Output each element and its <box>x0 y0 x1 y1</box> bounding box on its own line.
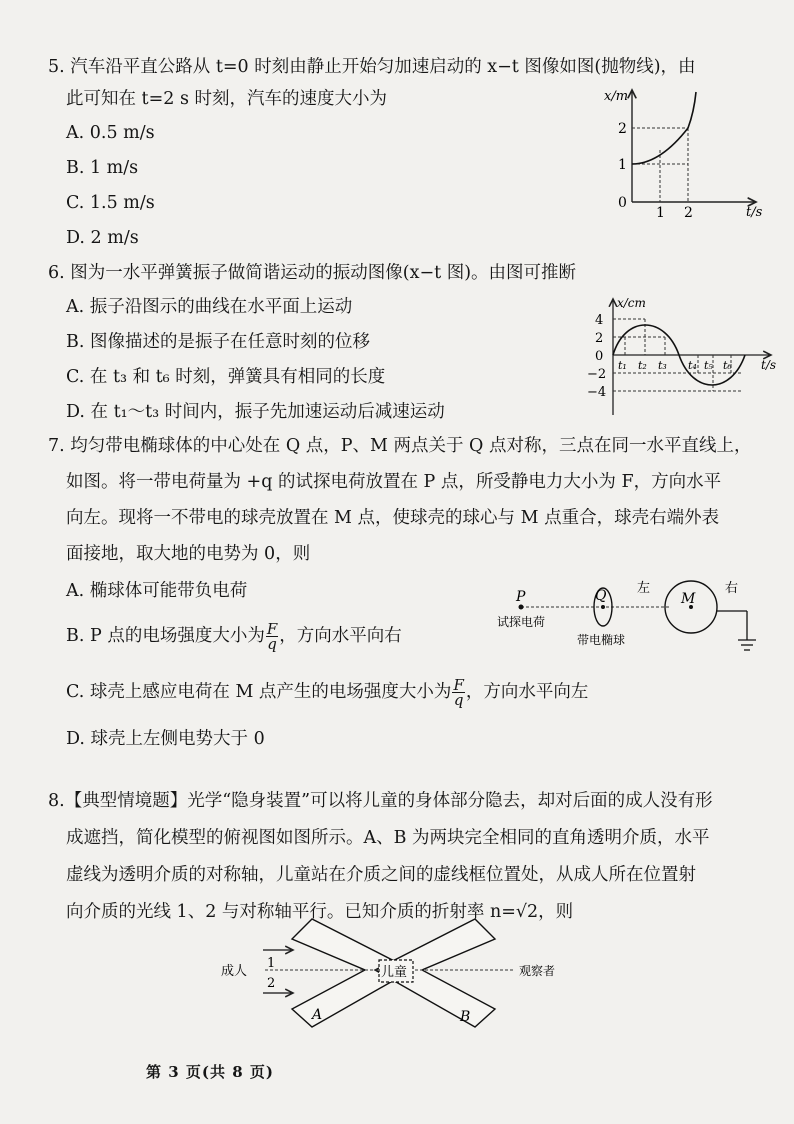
q7-option-b-post: ，方向水平向右 <box>279 626 402 646</box>
q7-point-q <box>601 605 605 609</box>
q8-label-adult: 成人 <box>221 964 248 979</box>
q8-line-3: 虚线为透明介质的对称轴，儿童站在介质之间的虚线框位置处，从成人所在位置射 <box>66 865 696 885</box>
q5-origin: 0 <box>618 195 627 211</box>
q7-line-2: 如图。将一带电荷量为 +q 的试探电荷放置在 P 点，所受静电力大小为 F，方向水平 <box>66 472 722 492</box>
q5-option-d: D. 2 m/s <box>66 228 139 248</box>
q6-origin: 0 <box>595 349 604 364</box>
q6-x-tick-t3: t₃ <box>658 359 667 372</box>
q5-x-tick-2: 2 <box>684 205 693 221</box>
q6-x-tick-t5: t₅ <box>704 359 713 372</box>
q5-line-1: 5. 汽车沿平直公路从 t=0 时刻由静止开始匀加速启动的 x−t 图像如图(抛物线)，由 <box>48 57 696 77</box>
q6-x-tick-t1: t₁ <box>618 359 627 372</box>
q7-line-3: 向左。现将一不带电的球壳放置在 M 点，使球壳的球心与 M 点重合，球壳右端外表 <box>66 508 720 528</box>
q7-option-d: D. 球壳上左侧电势大于 0 <box>66 729 265 749</box>
q5-x-label: t/s <box>746 205 763 220</box>
q7-point-p <box>519 605 524 610</box>
q7-option-b-frac-num: F <box>266 620 278 638</box>
q8-line-2: 成遮挡，简化模型的俯视图如图所示。A、B 为两块完全相同的直角透明介质，水平 <box>66 828 710 848</box>
q5-line-2: 此可知在 t=2 s 时刻，汽车的速度大小为 <box>66 89 387 109</box>
q5-xt-graph <box>590 82 780 222</box>
q6-option-b: B. 图像描述的是振子在任意时刻的位移 <box>66 332 370 352</box>
q7-label-p: P <box>516 589 526 605</box>
q7-option-b-pre: B. P 点的电场强度大小为 <box>66 626 265 646</box>
q6-y-tick-minus4: −4 <box>587 385 607 400</box>
q5-option-b: B. 1 m/s <box>66 158 139 178</box>
q8-label-ray-1: 1 <box>267 956 276 971</box>
q7-label-q: Q <box>595 588 607 604</box>
q8-label-b: B <box>460 1009 471 1025</box>
q6-option-c: C. 在 t₃ 和 t₆ 时刻，弹簧具有相同的长度 <box>66 367 386 387</box>
q6-x-tick-t6: t₆ <box>723 359 732 372</box>
q5-y-label: x/m <box>604 89 629 104</box>
q7-option-b-fraction <box>266 622 278 651</box>
q8-label-a: A <box>312 1007 323 1023</box>
q8-label-ray-2: 2 <box>267 976 276 991</box>
q7-option-b-frac-den: q <box>267 635 277 653</box>
q7-label-probe: 试探电荷 <box>497 615 546 629</box>
q6-x-label: t/s <box>761 358 777 372</box>
q5-option-c: C. 1.5 m/s <box>66 193 155 213</box>
q7-option-c <box>66 678 588 707</box>
q8-line-1: 8.【典型情境题】光学“隐身装置”可以将儿童的身体部分隐去，却对后面的成人没有形 <box>48 791 713 811</box>
q7-label-ellipsoid: 带电椭球 <box>577 633 626 647</box>
q6-y-label: x/cm <box>617 296 646 310</box>
page-footer: 第 3 页(共 8 页) <box>146 1063 274 1081</box>
q5-x-tick-1: 1 <box>656 205 665 221</box>
q8-label-observer: 观察者 <box>519 964 556 978</box>
q7-line-1: 7. 均匀带电椭球体的中心处在 Q 点，P、M 两点关于 Q 点对称，三点在同一水平直线上， <box>48 436 752 456</box>
q6-option-a: A. 振子沿图示的曲线在水平面上运动 <box>66 297 353 317</box>
q7-line-4: 面接地，取大地的电势为 0，则 <box>66 544 311 564</box>
q6-x-tick-t4: t₄ <box>688 359 697 372</box>
q7-option-c-pre: C. 球壳上感应电荷在 M 点产生的电场强度大小为 <box>66 682 452 702</box>
q7-option-c-post: ，方向水平向左 <box>465 682 589 702</box>
q5-y-tick-1: 1 <box>618 157 627 173</box>
q7-label-m: M <box>681 591 696 607</box>
q6-y-tick-2: 2 <box>595 331 604 346</box>
q6-line-1: 6. 图为一水平弹簧振子做简谐运动的振动图像(x−t 图)。由图可推断 <box>48 263 577 283</box>
q7-label-left: 左 <box>637 581 651 596</box>
q5-option-a: A. 0.5 m/s <box>66 123 155 143</box>
q7-label-right: 右 <box>725 581 739 596</box>
q7-figure <box>495 576 780 656</box>
q5-y-tick-2: 2 <box>618 121 627 137</box>
q8-label-child: 儿童 <box>381 965 408 980</box>
q7-option-c-fraction <box>452 678 464 707</box>
q8-line-4: 向介质的光线 1、2 与对称轴平行。已知介质的折射率 n=√2，则 <box>66 902 574 922</box>
q7-option-b <box>66 622 402 651</box>
q6-y-tick-minus2: −2 <box>587 367 607 382</box>
q6-y-tick-4: 4 <box>595 313 604 328</box>
q6-x-tick-t2: t₂ <box>638 359 647 372</box>
q7-option-c-frac-den: q <box>453 691 464 709</box>
q8-figure <box>215 905 575 1035</box>
q7-option-a: A. 椭球体可能带负电荷 <box>66 581 248 601</box>
q6-option-d: D. 在 t₁～t₃ 时间内，振子先加速运动后减速运动 <box>66 402 445 422</box>
q7-option-c-frac-num: F <box>453 676 464 694</box>
q6-xt-graph <box>585 293 785 423</box>
